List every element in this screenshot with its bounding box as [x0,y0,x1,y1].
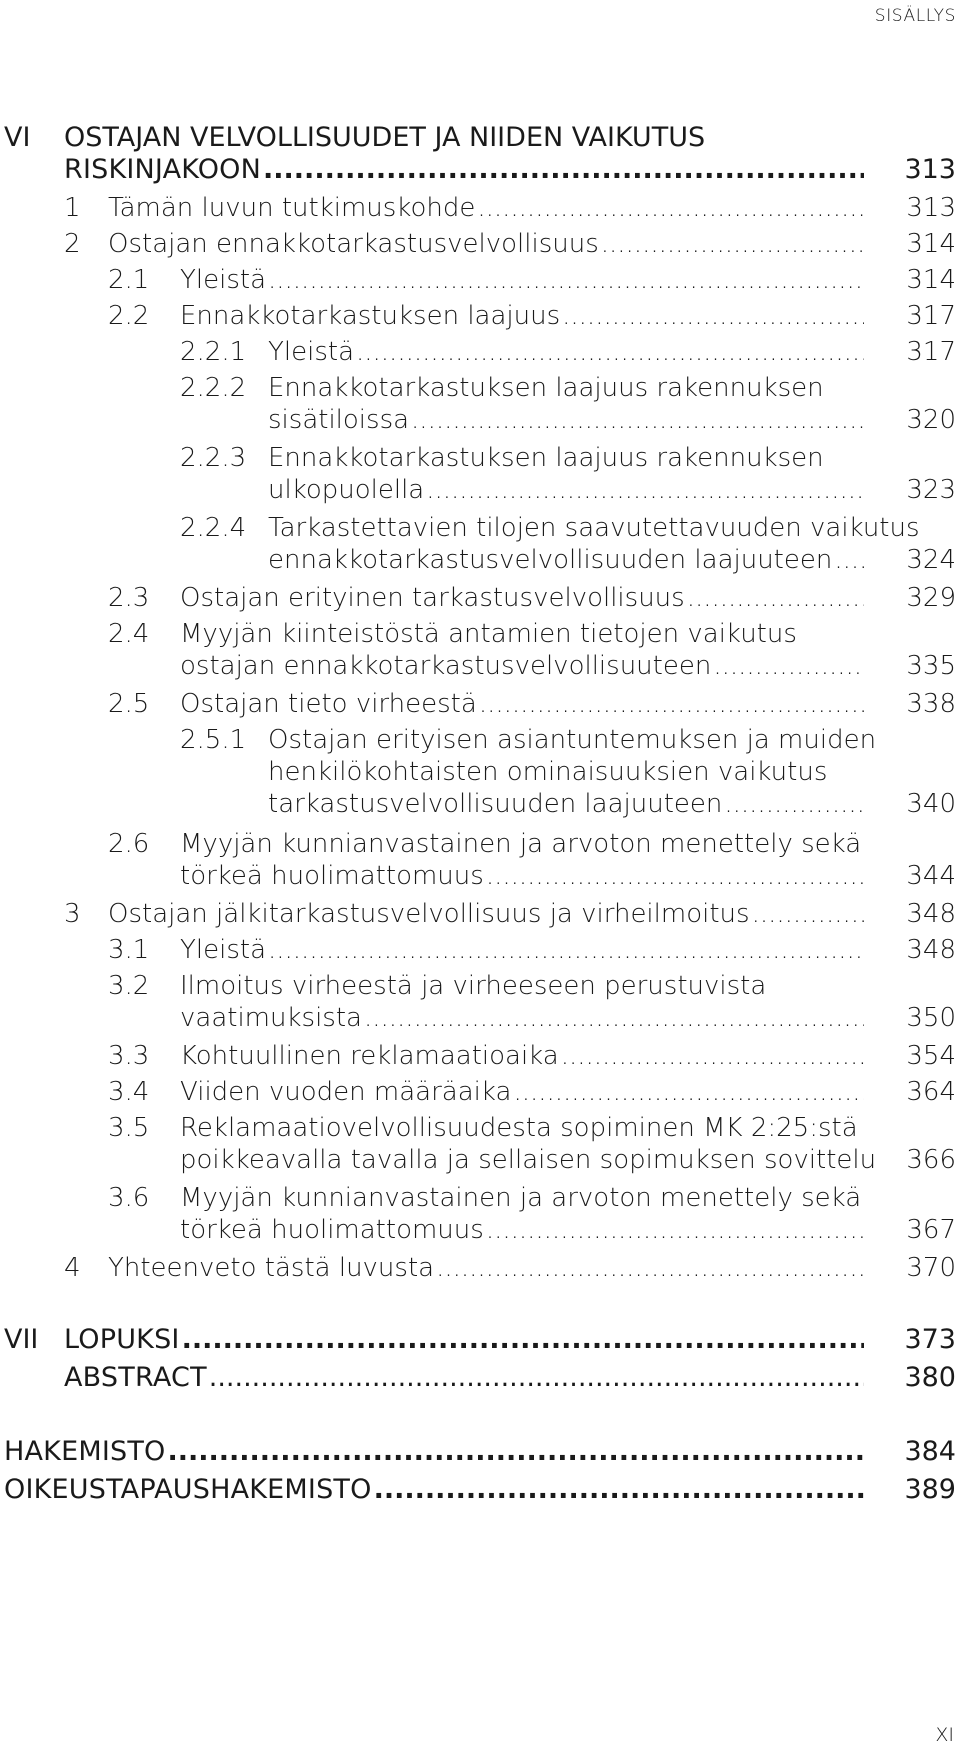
toc-entry-title: Reklamaatiovelvollisuudesta sopiminen MK 2:25:stä [180,1113,858,1143]
toc-entry-title [180,580,864,616]
toc-entry-title-text: HAKEMISTO [4,1436,166,1467]
toc-entry-number: 2.5.1 [180,725,247,755]
dot-leader [685,580,864,616]
dot-leader [477,686,864,722]
toc-entry-title [64,1322,864,1358]
dot-leader [372,1472,864,1508]
dot-leader [484,858,864,894]
toc-entry-page: 313 [904,154,956,185]
toc-entry-title-text: Ennakkotarkastuksen laajuus [180,301,561,331]
toc-entry-title-text: Tämän luvun tutkimuskohde [108,193,476,223]
toc-entry-page: 354 [906,1041,956,1071]
dot-leader [750,896,864,932]
toc-entry-title-text: Yhteenveto tästä luvusta [108,1253,435,1283]
dot-leader [165,1434,864,1470]
dot-leader [362,1000,864,1036]
toc-entry-page: 324 [906,545,956,575]
toc-entry-title [180,298,864,334]
toc-entry-page: 373 [904,1324,956,1355]
dot-leader [711,648,864,684]
toc-entry-title [180,932,864,968]
toc-entry-title-text: LOPUKSI [64,1324,180,1355]
toc-entry-number: 3.3 [108,1041,150,1071]
toc-entry-page: 338 [906,689,956,719]
toc-entry-title-text: tarkastusvelvollisuuden laajuuteen [268,789,723,819]
toc-entry-title: Myyjän kunnianvastainen ja arvoton menettely sekä [180,829,862,859]
toc-entry-number: 2.2.2 [180,373,247,403]
toc-entry-number: 1 [64,193,81,223]
toc-entry-page: 348 [906,899,956,929]
toc-entry-number: 2.2.3 [180,443,247,473]
toc-entry-title [108,190,864,226]
toc-entry-number: 4 [64,1253,81,1283]
dot-leader [484,1212,864,1248]
toc-entry-number: 2.2.1 [180,337,247,367]
toc-entry-page: 314 [906,265,956,295]
toc-entry-title-text: sisätiloissa [268,405,410,435]
toc-entry-title [180,1212,864,1248]
dot-leader [266,262,864,298]
toc-entry-page: 313 [906,193,956,223]
toc-entry-title [180,1000,864,1036]
toc-entry-title: OSTAJAN VELVOLLISUUDET JA NIIDEN VAIKUTUS [64,122,706,153]
toc-entry-page: 323 [906,475,956,505]
dot-leader [266,932,864,968]
toc-entry-title [180,1038,864,1074]
toc-entry-title-text: Yleistä [180,935,266,965]
toc-entry-page: 329 [906,583,956,613]
toc-entry-title [64,152,864,188]
toc-entry-title-text: Kohtuullinen reklamaatioaika [180,1041,559,1071]
toc-entry-page: 335 [906,651,956,681]
toc-entry-page: 380 [904,1362,956,1393]
toc-entry-page: 370 [906,1253,956,1283]
dot-leader [424,472,864,508]
toc-entry-number: 2.5 [108,689,150,719]
toc-entry-title: Tarkastettavien tilojen saavutettavuuden vaikutus [268,513,920,543]
toc-entry-page: 350 [906,1003,956,1033]
toc-entry-title-text: Ostajan jälkitarkastusvelvollisuus ja virheilmoitus [108,899,750,929]
toc-entry-title [180,686,864,722]
toc-entry-title: Ilmoitus virheestä ja virheeseen perustuvista [180,971,767,1001]
toc-entry-title [4,1472,864,1508]
toc-entry-title-text: Viiden vuoden määräaika [180,1077,512,1107]
toc-entry-title: Ennakkotarkastuksen laajuus rakennuksen [268,373,824,403]
dot-leader [475,190,864,226]
toc-entry-page: 364 [906,1077,956,1107]
toc-entry-title-text: Ostajan erityinen tarkastusvelvollisuus [180,583,685,613]
toc-entry-title-text: ulkopuolella [268,475,425,505]
toc-entry-title-text: OIKEUSTAPAUSHAKEMISTO [4,1474,372,1505]
toc-entry-page: 384 [904,1436,956,1467]
toc-entry-title: Ostajan erityisen asiantuntemuksen ja muiden [268,725,877,755]
running-head: SISÄLLYS [874,6,956,26]
dot-leader [832,542,864,578]
dot-leader [559,1038,864,1074]
toc-entry-title [64,1360,864,1396]
toc-entry-title-text: törkeä huolimattomuus [180,861,484,891]
toc-entry-page: 314 [906,229,956,259]
toc-entry-number: 3.6 [108,1183,150,1213]
dot-leader [434,1250,864,1286]
toc-entry-page: 367 [906,1215,956,1245]
toc-entry-title [180,1142,877,1178]
toc-entry-title: henkilökohtaisten ominaisuuksien vaikutus [268,757,828,787]
toc-entry-number: 3.5 [108,1113,150,1143]
page-number: XI [935,1724,954,1746]
toc-entry-title-text: Yleistä [268,337,354,367]
toc-entry-number: 2.2.4 [180,513,247,543]
dot-leader [511,1074,864,1110]
toc-entry-title-text: vaatimuksista [180,1003,362,1033]
toc-entry-number: 3.1 [108,935,150,965]
toc-entry-title [180,648,864,684]
toc-entry-title [180,858,864,894]
toc-entry-title-text: Ostajan ennakkotarkastusvelvollisuus [108,229,599,259]
toc-entry-title-text: Ostajan tieto virheestä [180,689,477,719]
toc-entry-page: 344 [906,861,956,891]
dot-leader [261,152,864,188]
dot-leader [722,786,864,822]
toc-entry-number: VI [4,122,31,153]
toc-entry-title [180,1074,864,1110]
toc-entry-page: 317 [906,337,956,367]
toc-entry-title [268,402,864,438]
toc-entry-title-text: poikkeavalla tavalla ja sellaisen sopimuksen sovittelu [180,1145,877,1175]
toc-entry-title: Myyjän kunnianvastainen ja arvoton menettely sekä [180,1183,862,1213]
toc-entry-number: 3.2 [108,971,150,1001]
dot-leader [180,1322,864,1358]
toc-entry-page: 320 [906,405,956,435]
toc-entry-title: Myyjän kiinteistöstä antamien tietojen vaikutus [180,619,797,649]
toc-entry-page: 317 [906,301,956,331]
toc-entry-page: 389 [904,1474,956,1505]
toc-entry-number: VII [4,1324,39,1355]
dot-leader [207,1360,864,1396]
dot-leader [599,226,864,262]
toc-entry-title-text: ostajan ennakkotarkastusvelvollisuuteen [180,651,712,681]
toc-entry-number: 3 [64,899,81,929]
toc-entry-page: 366 [906,1145,956,1175]
toc-entry-title [268,542,864,578]
toc-entry-title-text: ABSTRACT [64,1362,207,1393]
toc-entry-number: 2.4 [108,619,150,649]
toc-entry-title [108,896,864,932]
toc-entry-title [108,1250,864,1286]
toc-entry-title [4,1434,864,1470]
toc-entry-title [268,472,864,508]
toc-entry-title [268,786,864,822]
dot-leader [560,298,864,334]
dot-leader [409,402,864,438]
toc-entry-page: 348 [906,935,956,965]
toc-entry-title [268,334,864,370]
toc-entry-number: 2.1 [108,265,150,295]
toc-entry-number: 3.4 [108,1077,150,1107]
toc-entry-title-text: RISKINJAKOON [64,154,262,185]
toc-entry-number: 2.3 [108,583,150,613]
toc-entry-number: 2 [64,229,81,259]
toc-entry-title-text: Yleistä [180,265,266,295]
toc-entry-title-text: törkeä huolimattomuus [180,1215,484,1245]
dot-leader [354,334,864,370]
toc-entry-title [108,226,864,262]
toc-entry-title-text: ennakkotarkastusvelvollisuuden laajuuteen [268,545,833,575]
toc-entry-page: 340 [906,789,956,819]
toc-entry-number: 2.2 [108,301,150,331]
toc-entry-title [180,262,864,298]
toc-entry-number: 2.6 [108,829,150,859]
toc-entry-title: Ennakkotarkastuksen laajuus rakennuksen [268,443,824,473]
